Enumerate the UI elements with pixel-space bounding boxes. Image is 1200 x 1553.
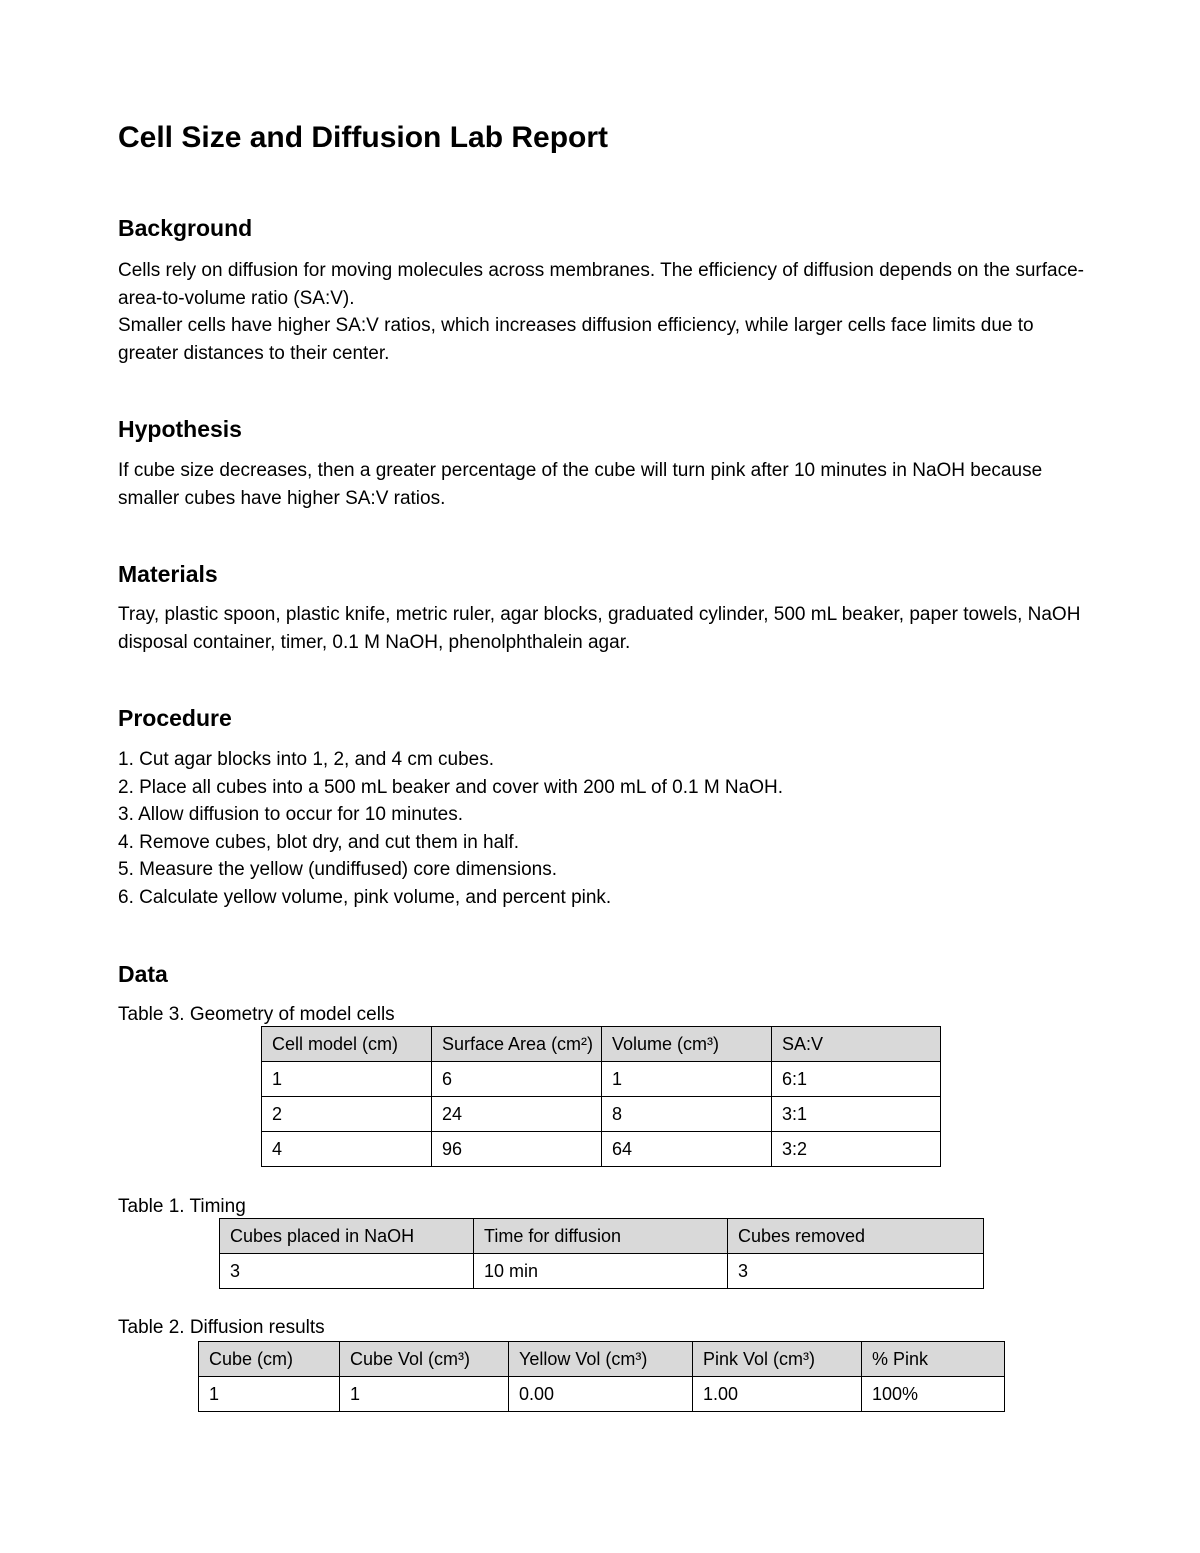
table-cell: 4 (262, 1132, 432, 1167)
procedure-step: 3. Allow diffusion to occur for 10 minutes. (118, 804, 463, 825)
table-2-caption: Table 2. Diffusion results (118, 1317, 325, 1338)
table-cell: 1 (262, 1062, 432, 1097)
procedure-steps (118, 746, 783, 911)
materials-text: Tray, plastic spoon, plastic knife, metric ruler, agar blocks, graduated cylinder, 500 mL beaker, paper towels, NaOH disposal container, timer, 0.1 M NaOH, phenolphthalein agar. (118, 604, 1081, 653)
table-cell: 3:1 (772, 1097, 941, 1132)
table-row (262, 1132, 941, 1167)
table-cell: 1 (340, 1377, 509, 1412)
hypothesis-heading: Hypothesis (118, 416, 242, 442)
column-header: Surface Area (cm²) (432, 1027, 602, 1062)
background-paragraph-1: Cells rely on diffusion for moving molecules across membranes. The efficiency of diffusion depends on the surface-area-to-volume ratio (SA:V). (118, 260, 1084, 309)
background-heading: Background (118, 215, 253, 241)
table-cell: 96 (432, 1132, 602, 1167)
table-cell: 64 (602, 1132, 772, 1167)
table-1-caption: Table 1. Timing (118, 1196, 246, 1217)
procedure-step: 4. Remove cubes, blot dry, and cut them in half. (118, 831, 519, 853)
table-row (262, 1097, 941, 1132)
table-cell: 1.00 (693, 1377, 862, 1412)
table-row (220, 1254, 984, 1289)
procedure-step: 6. Calculate yellow volume, pink volume, and percent pink. (118, 886, 612, 908)
background-paragraph-2: Smaller cells have higher SA:V ratios, which increases diffusion efficiency, while larger cells face limits due to greater distances to their center. (118, 315, 1034, 364)
procedure-step: 2. Place all cubes into a 500 mL beaker and cover with 200 mL of 0.1 M NaOH. (118, 776, 783, 798)
table-cell: 3:2 (772, 1132, 941, 1167)
column-header: Cell model (cm) (262, 1027, 432, 1062)
table-cell: 1 (602, 1062, 772, 1097)
procedure-step: 1. Cut agar blocks into 1, 2, and 4 cm cubes. (118, 749, 494, 770)
table-cell: 6:1 (772, 1062, 941, 1097)
column-header: % Pink (862, 1342, 1005, 1377)
diffusion-results-table (198, 1341, 1005, 1412)
table-cell: 100% (862, 1377, 1005, 1412)
table-header-row (220, 1219, 984, 1254)
table-row (199, 1377, 1005, 1412)
table-3-caption: Table 3. Geometry of model cells (118, 1004, 395, 1025)
column-header: Cube Vol (cm³) (340, 1342, 509, 1377)
table-header-row (199, 1342, 1005, 1377)
table-cell: 6 (432, 1062, 602, 1097)
column-header: Cubes placed in NaOH (220, 1219, 474, 1254)
column-header: Time for diffusion (474, 1219, 728, 1254)
table-cell: 3 (728, 1254, 984, 1289)
table-cell: 24 (432, 1097, 602, 1132)
geometry-table (261, 1026, 941, 1167)
data-heading: Data (118, 961, 168, 987)
column-header: Cubes removed (728, 1219, 984, 1254)
timing-table (219, 1218, 984, 1289)
table-cell: 8 (602, 1097, 772, 1132)
column-header: Cube (cm) (199, 1342, 340, 1377)
column-header: SA:V (772, 1027, 941, 1062)
document-title: Cell Size and Diffusion Lab Report (118, 121, 609, 154)
table-cell: 1 (199, 1377, 340, 1412)
table-cell: 0.00 (509, 1377, 693, 1412)
column-header: Pink Vol (cm³) (693, 1342, 862, 1377)
table-row (262, 1062, 941, 1097)
table-cell: 10 min (474, 1254, 728, 1289)
procedure-step: 5. Measure the yellow (undiffused) core dimensions. (118, 859, 557, 880)
table-cell: 2 (262, 1097, 432, 1132)
column-header: Yellow Vol (cm³) (509, 1342, 693, 1377)
table-cell: 3 (220, 1254, 474, 1289)
hypothesis-text: If cube size decreases, then a greater percentage of the cube will turn pink after 10 minutes in NaOH because smaller cubes have higher SA:V ratios. (118, 460, 1043, 509)
column-header: Volume (cm³) (602, 1027, 772, 1062)
procedure-heading: Procedure (118, 705, 232, 731)
table-header-row (262, 1027, 941, 1062)
materials-heading: Materials (118, 561, 218, 587)
